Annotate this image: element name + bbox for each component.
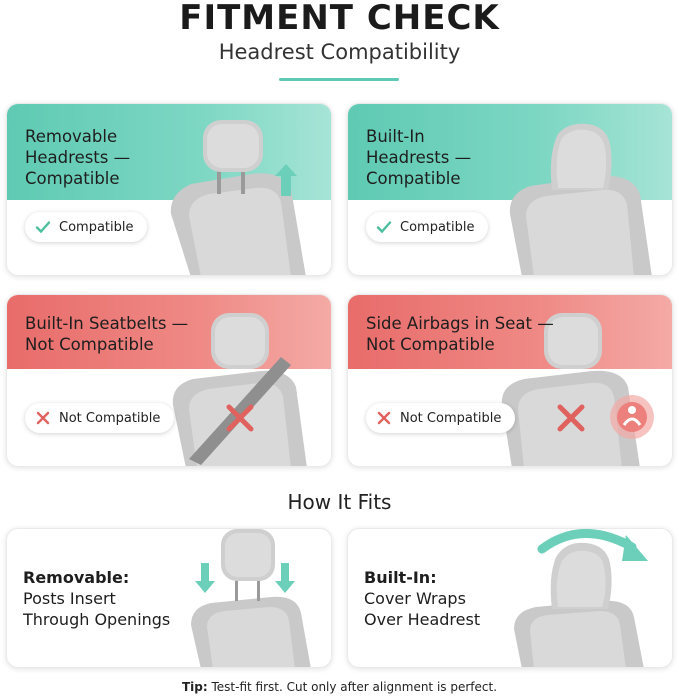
- how-label: Built-In:: [364, 568, 437, 587]
- badge-label: Not Compatible: [400, 410, 502, 426]
- card-heading: Built-In Seatbelts — Not Compatible: [25, 314, 189, 354]
- check-icon: [35, 219, 51, 235]
- seat-cover-wraps-image: [502, 529, 672, 668]
- cross-icon: [35, 410, 51, 426]
- how-line: Cover Wraps: [364, 589, 466, 608]
- how-label: Removable:: [23, 568, 130, 587]
- how-line: Posts Insert: [23, 589, 116, 608]
- compatible-badge: [366, 212, 488, 242]
- card-removable-headrests: [6, 103, 332, 276]
- page-subtitle: Headrest Compatibility: [218, 40, 461, 64]
- card-side-airbags: [347, 294, 673, 467]
- tip-note: [0, 680, 679, 694]
- how-line: Over Headrest: [364, 610, 481, 629]
- tip-label: Tip:: [181, 680, 208, 694]
- how-removable-text: [23, 567, 170, 630]
- how-it-fits-title: How It Fits: [287, 490, 392, 514]
- card-heading: Side Airbags in Seat — Not Compatible: [366, 314, 554, 354]
- badge-label: Compatible: [59, 219, 134, 235]
- not-compatible-badge: [366, 403, 515, 433]
- card-built-in-seatbelts: [6, 294, 332, 467]
- compatible-badge: [25, 212, 147, 242]
- how-line: Through Openings: [23, 610, 171, 629]
- check-icon: [376, 219, 392, 235]
- card-built-in-headrests: [347, 103, 673, 276]
- how-removable-card: [6, 528, 332, 668]
- seat-posts-insert-image: [161, 529, 331, 668]
- not-compatible-badge: [25, 403, 174, 433]
- tip-text: Test-fit first. Cut only after alignment is perfect.: [207, 680, 498, 694]
- page-title: FITMENT CHECK: [179, 0, 500, 38]
- how-built-in-text: [364, 567, 480, 630]
- card-heading: Removable Headrests — Compatible: [25, 127, 131, 188]
- card-heading: Built-In Headrests — Compatible: [366, 127, 472, 188]
- how-built-in-card: [347, 528, 673, 668]
- badge-label: Not Compatible: [59, 410, 161, 426]
- badge-label: Compatible: [400, 219, 475, 235]
- title-divider: [279, 78, 399, 81]
- cross-icon: [376, 410, 392, 426]
